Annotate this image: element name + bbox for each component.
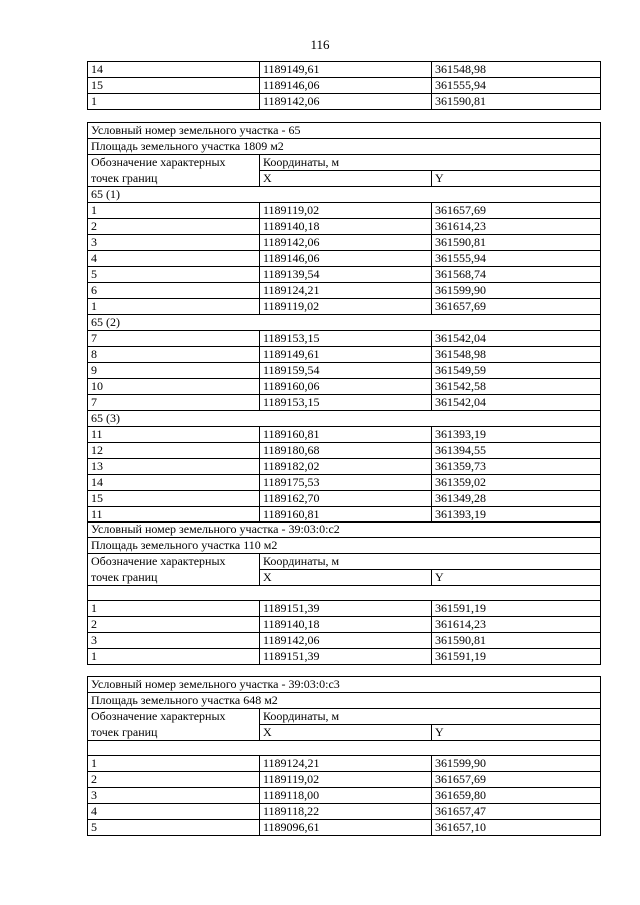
x-coordinate-cell: 1189119,02 bbox=[260, 299, 432, 315]
header-row bbox=[88, 171, 601, 187]
y-column-header: Y bbox=[432, 171, 601, 187]
x-column-header: X bbox=[260, 171, 432, 187]
coordinates-header: Координаты, м bbox=[260, 709, 601, 725]
y-coordinate-cell: 361614,23 bbox=[432, 617, 601, 633]
point-number-cell: 15 bbox=[88, 491, 260, 507]
y-coordinate-cell: 361599,90 bbox=[432, 283, 601, 299]
boundary-points-header: Обозначение характерных bbox=[88, 554, 260, 570]
x-coordinate-cell: 1189151,39 bbox=[260, 649, 432, 665]
x-coordinate-cell: 1189118,00 bbox=[260, 788, 432, 804]
x-coordinate-cell: 1189124,21 bbox=[260, 756, 432, 772]
coordinate-row bbox=[88, 804, 601, 820]
point-number-cell: 5 bbox=[88, 820, 260, 836]
point-number-cell: 1 bbox=[88, 203, 260, 219]
y-coordinate-cell: 361614,23 bbox=[432, 219, 601, 235]
boundary-points-header: Обозначение характерных bbox=[88, 155, 260, 171]
point-number-cell: 10 bbox=[88, 379, 260, 395]
coordinate-row bbox=[88, 633, 601, 649]
y-coordinate-cell: 361549,59 bbox=[432, 363, 601, 379]
boundary-points-header-line2: точек границ bbox=[88, 725, 260, 741]
contour-label: 65 (1) bbox=[88, 187, 601, 203]
point-number-cell: 9 bbox=[88, 363, 260, 379]
y-coordinate-cell: 361591,19 bbox=[432, 601, 601, 617]
x-coordinate-cell: 1189119,02 bbox=[260, 772, 432, 788]
x-coordinate-cell: 1189160,81 bbox=[260, 507, 432, 523]
coordinate-row bbox=[88, 395, 601, 411]
x-coordinate-cell: 1189146,06 bbox=[260, 251, 432, 267]
title-row bbox=[88, 677, 601, 693]
boundary-points-header: Обозначение характерных bbox=[88, 709, 260, 725]
header-row bbox=[88, 725, 601, 741]
point-number-cell: 11 bbox=[88, 427, 260, 443]
y-coordinate-cell: 361349,28 bbox=[432, 491, 601, 507]
x-coordinate-cell: 1189160,06 bbox=[260, 379, 432, 395]
coordinate-row bbox=[88, 443, 601, 459]
coordinate-row bbox=[88, 427, 601, 443]
parcel-area: Площадь земельного участка 648 м2 bbox=[88, 693, 601, 709]
y-coordinate-cell: 361555,94 bbox=[432, 78, 601, 94]
y-column-header: Y bbox=[432, 570, 601, 586]
contour-label: 65 (3) bbox=[88, 411, 601, 427]
point-number-cell: 14 bbox=[88, 475, 260, 491]
coordinate-row bbox=[88, 331, 601, 347]
y-coordinate-cell: 361393,19 bbox=[432, 507, 601, 523]
point-number-cell: 1 bbox=[88, 299, 260, 315]
contour-row bbox=[88, 411, 601, 427]
area-row bbox=[88, 139, 601, 155]
y-coordinate-cell: 361590,81 bbox=[432, 633, 601, 649]
x-coordinate-cell: 1189119,02 bbox=[260, 203, 432, 219]
point-number-cell: 1 bbox=[88, 649, 260, 665]
x-coordinate-cell: 1189146,06 bbox=[260, 78, 432, 94]
continuation-coordinates-table bbox=[87, 61, 601, 110]
coordinate-row bbox=[88, 379, 601, 395]
title-row bbox=[88, 123, 601, 139]
coordinate-row bbox=[88, 203, 601, 219]
contour-row bbox=[88, 586, 601, 601]
x-coordinate-cell: 1189182,02 bbox=[260, 459, 432, 475]
x-coordinate-cell: 1189153,15 bbox=[260, 395, 432, 411]
x-coordinate-cell: 1189096,61 bbox=[260, 820, 432, 836]
x-coordinate-cell: 1189149,61 bbox=[260, 347, 432, 363]
y-coordinate-cell: 361599,90 bbox=[432, 756, 601, 772]
coordinate-row bbox=[88, 491, 601, 507]
y-coordinate-cell: 361548,98 bbox=[432, 347, 601, 363]
parcel-area: Площадь земельного участка 1809 м2 bbox=[88, 139, 601, 155]
y-coordinate-cell: 361568,74 bbox=[432, 267, 601, 283]
y-coordinate-cell: 361359,73 bbox=[432, 459, 601, 475]
boundary-points-header-line2: точек границ bbox=[88, 570, 260, 586]
coordinate-row bbox=[88, 788, 601, 804]
y-coordinate-cell: 361590,81 bbox=[432, 235, 601, 251]
x-coordinate-cell: 1189153,15 bbox=[260, 331, 432, 347]
x-coordinate-cell: 1189180,68 bbox=[260, 443, 432, 459]
x-column-header: X bbox=[260, 570, 432, 586]
coordinate-row bbox=[88, 459, 601, 475]
contour-row bbox=[88, 741, 601, 756]
point-number-cell: 4 bbox=[88, 804, 260, 820]
coordinate-row bbox=[88, 94, 601, 110]
coordinate-row bbox=[88, 267, 601, 283]
x-coordinate-cell: 1189140,18 bbox=[260, 219, 432, 235]
x-coordinate-cell: 1189160,81 bbox=[260, 427, 432, 443]
y-coordinate-cell: 361657,69 bbox=[432, 299, 601, 315]
parcel-table-c2 bbox=[87, 521, 601, 665]
x-coordinate-cell: 1189162,70 bbox=[260, 491, 432, 507]
header-row bbox=[88, 709, 601, 725]
x-coordinate-cell: 1189140,18 bbox=[260, 617, 432, 633]
coordinate-row bbox=[88, 756, 601, 772]
y-coordinate-cell: 361659,80 bbox=[432, 788, 601, 804]
x-coordinate-cell: 1189142,06 bbox=[260, 235, 432, 251]
y-coordinate-cell: 361542,04 bbox=[432, 331, 601, 347]
header-row bbox=[88, 570, 601, 586]
point-number-cell: 15 bbox=[88, 78, 260, 94]
y-coordinate-cell: 361590,81 bbox=[432, 94, 601, 110]
area-row bbox=[88, 538, 601, 554]
parcel-table-65 bbox=[87, 122, 601, 523]
coordinate-row bbox=[88, 299, 601, 315]
parcel-table-c3 bbox=[87, 676, 601, 836]
y-coordinate-cell: 361657,47 bbox=[432, 804, 601, 820]
x-column-header: X bbox=[260, 725, 432, 741]
y-coordinate-cell: 361591,19 bbox=[432, 649, 601, 665]
point-number-cell: 5 bbox=[88, 267, 260, 283]
coordinate-row bbox=[88, 219, 601, 235]
contour-row bbox=[88, 187, 601, 203]
y-coordinate-cell: 361394,55 bbox=[432, 443, 601, 459]
coordinate-row bbox=[88, 617, 601, 633]
point-number-cell: 1 bbox=[88, 601, 260, 617]
coordinate-row bbox=[88, 62, 601, 78]
point-number-cell: 7 bbox=[88, 395, 260, 411]
x-coordinate-cell: 1189175,53 bbox=[260, 475, 432, 491]
y-coordinate-cell: 361555,94 bbox=[432, 251, 601, 267]
y-coordinate-cell: 361548,98 bbox=[432, 62, 601, 78]
x-coordinate-cell: 1189124,21 bbox=[260, 283, 432, 299]
x-coordinate-cell: 1189142,06 bbox=[260, 94, 432, 110]
contour-label bbox=[88, 586, 601, 601]
coordinate-row bbox=[88, 475, 601, 491]
parcel-area: Площадь земельного участка 110 м2 bbox=[88, 538, 601, 554]
coordinate-row bbox=[88, 78, 601, 94]
point-number-cell: 4 bbox=[88, 251, 260, 267]
parcel-number-title: Условный номер земельного участка - 39:03:0:с2 bbox=[88, 522, 601, 538]
y-coordinate-cell: 361542,58 bbox=[432, 379, 601, 395]
point-number-cell: 2 bbox=[88, 617, 260, 633]
coordinate-row bbox=[88, 251, 601, 267]
title-row bbox=[88, 522, 601, 538]
y-coordinate-cell: 361657,69 bbox=[432, 772, 601, 788]
coordinates-header: Координаты, м bbox=[260, 554, 601, 570]
point-number-cell: 1 bbox=[88, 756, 260, 772]
point-number-cell: 8 bbox=[88, 347, 260, 363]
area-row bbox=[88, 693, 601, 709]
x-coordinate-cell: 1189118,22 bbox=[260, 804, 432, 820]
x-coordinate-cell: 1189151,39 bbox=[260, 601, 432, 617]
page-number: 116 bbox=[310, 37, 330, 52]
coordinate-row bbox=[88, 820, 601, 836]
contour-label bbox=[88, 741, 601, 756]
x-coordinate-cell: 1189159,54 bbox=[260, 363, 432, 379]
point-number-cell: 12 bbox=[88, 443, 260, 459]
boundary-points-header-line2: точек границ bbox=[88, 171, 260, 187]
point-number-cell: 3 bbox=[88, 788, 260, 804]
point-number-cell: 6 bbox=[88, 283, 260, 299]
coordinate-row bbox=[88, 601, 601, 617]
x-coordinate-cell: 1189142,06 bbox=[260, 633, 432, 649]
point-number-cell: 2 bbox=[88, 219, 260, 235]
header-row bbox=[88, 155, 601, 171]
contour-label: 65 (2) bbox=[88, 315, 601, 331]
y-coordinate-cell: 361359,02 bbox=[432, 475, 601, 491]
x-coordinate-cell: 1189149,61 bbox=[260, 62, 432, 78]
point-number-cell: 7 bbox=[88, 331, 260, 347]
point-number-cell: 11 bbox=[88, 507, 260, 523]
y-coordinate-cell: 361542,04 bbox=[432, 395, 601, 411]
coordinate-row bbox=[88, 649, 601, 665]
point-number-cell: 3 bbox=[88, 235, 260, 251]
y-coordinate-cell: 361657,10 bbox=[432, 820, 601, 836]
y-column-header: Y bbox=[432, 725, 601, 741]
y-coordinate-cell: 361657,69 bbox=[432, 203, 601, 219]
y-coordinate-cell: 361393,19 bbox=[432, 427, 601, 443]
coordinate-row bbox=[88, 347, 601, 363]
coordinate-row bbox=[88, 235, 601, 251]
point-number-cell: 2 bbox=[88, 772, 260, 788]
point-number-cell: 13 bbox=[88, 459, 260, 475]
coordinate-row bbox=[88, 772, 601, 788]
parcel-number-title: Условный номер земельного участка - 65 bbox=[88, 123, 601, 139]
point-number-cell: 3 bbox=[88, 633, 260, 649]
coordinate-row bbox=[88, 363, 601, 379]
header-row bbox=[88, 554, 601, 570]
contour-row bbox=[88, 315, 601, 331]
point-number-cell: 14 bbox=[88, 62, 260, 78]
parcel-number-title: Условный номер земельного участка - 39:03:0:с3 bbox=[88, 677, 601, 693]
point-number-cell: 1 bbox=[88, 94, 260, 110]
x-coordinate-cell: 1189139,54 bbox=[260, 267, 432, 283]
coordinate-row bbox=[88, 283, 601, 299]
coordinates-header: Координаты, м bbox=[260, 155, 601, 171]
